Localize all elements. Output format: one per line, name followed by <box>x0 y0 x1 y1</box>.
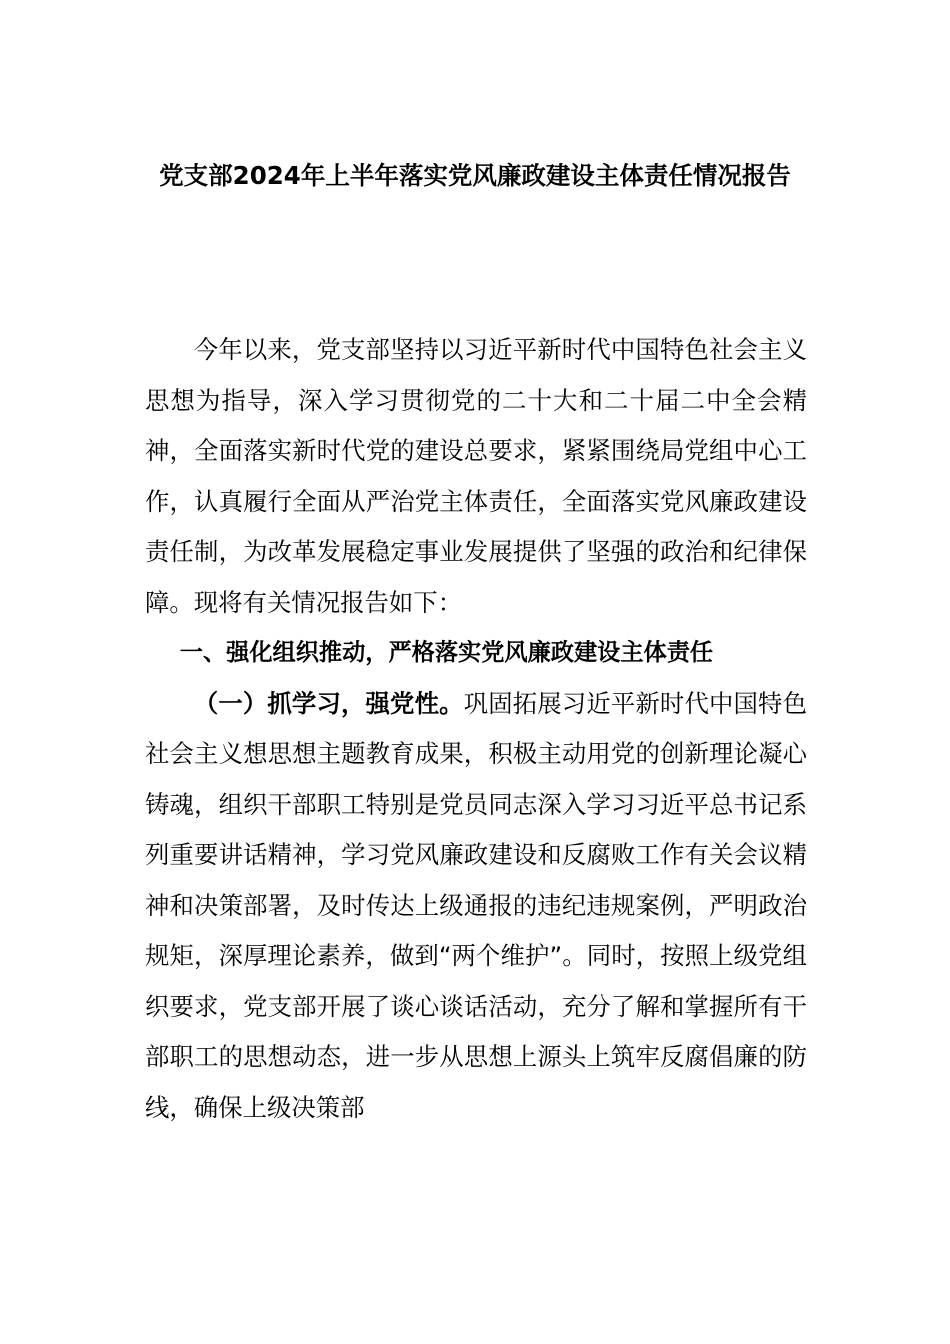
document-body <box>145 325 807 1133</box>
intro-paragraph: 今年以来，党支部坚持以习近平新时代中国特色社会主义思想为指导，深入学习贯彻党的二十大和二十届二中全会精神，全面落实新时代党的建设总要求，紧紧围绕局党组中心工作，认真履行全面从严治党主体责任，全面落实党风廉政建设责任制，为改革发展稳定事业发展提供了坚强的政治和纪律保障。现将有关情况报告如下： <box>145 335 807 617</box>
subsection-lead: （一）抓学习，强党性。 <box>193 688 464 718</box>
document-title: 党支部2024年上半年落实党风廉政建设主体责任情况报告 <box>159 161 791 190</box>
subsection-paragraph <box>145 679 807 1134</box>
subsection-text: 巩固拓展习近平新时代中国特色社会主义想思想主题教育成果，积极主动用党的创新理论凝心铸魂，组织干部职工特别是党员同志深入学习习近平总书记系列重要讲话精神，学习党风廉政建设和反腐败工作有关会议精神和决策部署，及时传达上级通报的违纪违规案例，严明政治规矩，深厚理论素养，做到“两个维护”。同时，按照上级党组织要求，党支部开展了谈心谈话活动，充分了解和掌握所有干部职工的思想动态，进一步从思想上源头上筑牢反腐倡廉的防线，确保上级决策部 <box>145 688 807 1122</box>
section-heading: 一、强化组织推动，严格落实党风廉政建设主体责任 <box>179 639 714 666</box>
